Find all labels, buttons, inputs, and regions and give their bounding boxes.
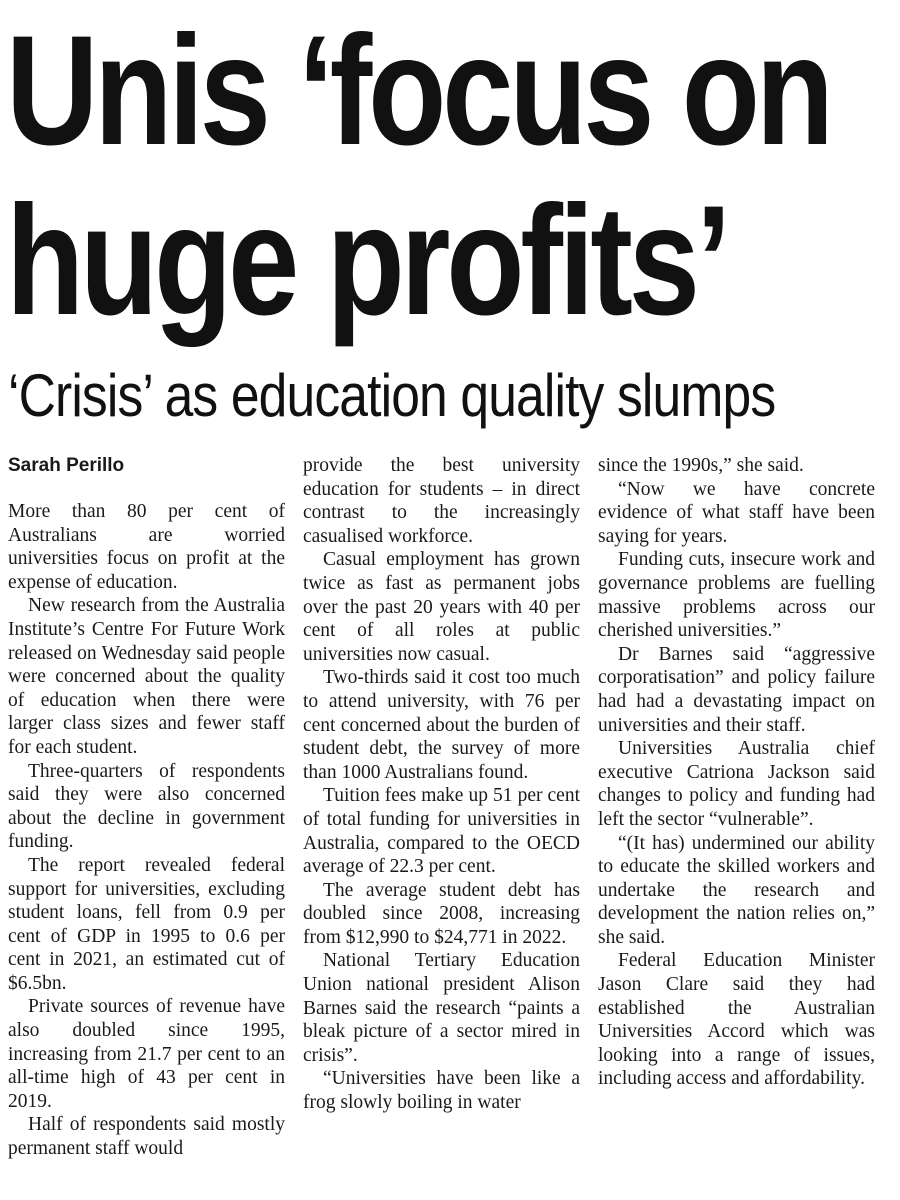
article-paragraph: Two-thirds said it cost too much to attend university, with 76 per cent concerned about the burden of student debt, the survey of more than 1000 Australians found. xyxy=(303,667,580,783)
article-paragraph-continuation: provide the best university education for students – in direct contrast to the increasingly casualised workforce. xyxy=(303,455,580,547)
article-column-3 xyxy=(598,454,875,1194)
article-paragraph: The report revealed federal support for universities, excluding student loans, fell from 0.9 per cent of GDP in 1995 to 0.6 per cent in 2021, an estimated cut of $6.5bn. xyxy=(8,854,285,994)
article-paragraph: Dr Barnes said “aggressive corporatisation” and policy failure had had a devastating impact on universities and their staff. xyxy=(598,643,875,736)
byline: Sarah Perillo xyxy=(8,455,125,476)
headline-line-2: huge profits’ xyxy=(6,174,728,348)
article-paragraph: “Now we have concrete evidence of what staff have been saying for years. xyxy=(598,478,875,547)
subheadline: ‘Crisis’ as education quality slumps xyxy=(8,362,776,429)
headline-line-1: Unis ‘focus on xyxy=(6,4,830,178)
article-paragraph-continuation: since the 1990s,” she said. xyxy=(598,455,804,476)
headline xyxy=(6,4,830,348)
article-paragraph: Universities Australia chief executive Catriona Jackson said changes to policy and funding had left the sector “vulnerable”. xyxy=(598,738,875,830)
article-column-2 xyxy=(303,454,580,1194)
article-paragraph: Private sources of revenue have also doubled since 1995, increasing from 21.7 per cent to an all-time high of 43 per cent in 2019. xyxy=(8,996,285,1112)
article-paragraph: “(It has) undermined our ability to educate the skilled workers and undertake the research and development the nation relies on,” she said. xyxy=(598,832,875,948)
article-paragraph: National Tertiary Education Union national president Alison Barnes said the research “paints a bleak picture of a sector mired in crisis”. xyxy=(303,950,580,1066)
article-paragraph: Federal Education Minister Jason Clare said they had established the Australian Universities Accord which was looking into a range of issues, including access and affordability. xyxy=(598,950,875,1090)
article-paragraph: “Universities have been like a frog slowly boiling in water xyxy=(303,1068,580,1114)
article-body xyxy=(8,454,874,1194)
article-paragraph: Half of respondents said mostly permanent staff would xyxy=(8,1114,285,1160)
article-paragraph: New research from the Australia Institute’s Centre For Future Work released on Wednesday said people were concerned about the quality of education when there were larger class sizes and fewer staff for each student. xyxy=(8,595,285,758)
article-paragraph: More than 80 per cent of Australians are worried universities focus on profit at the expense of education. xyxy=(8,501,285,593)
article-paragraph: Casual employment has grown twice as fast as permanent jobs over the past 20 years with 40 per cent of all roles at public universities now casual. xyxy=(303,549,580,665)
article-paragraph: Tuition fees make up 51 per cent of total funding for universities in Australia, compared to the OECD average of 22.3 per cent. xyxy=(303,785,580,878)
article-paragraph: Three-quarters of respondents said they were also concerned about the decline in government funding. xyxy=(8,760,285,853)
article-paragraph: The average student debt has doubled since 2008, increasing from $12,990 to $24,771 in 2022. xyxy=(303,879,580,948)
article-column-1 xyxy=(8,454,285,1194)
article-paragraph: Funding cuts, insecure work and governance problems are fuelling massive problems across our cherished universities.” xyxy=(598,549,875,642)
